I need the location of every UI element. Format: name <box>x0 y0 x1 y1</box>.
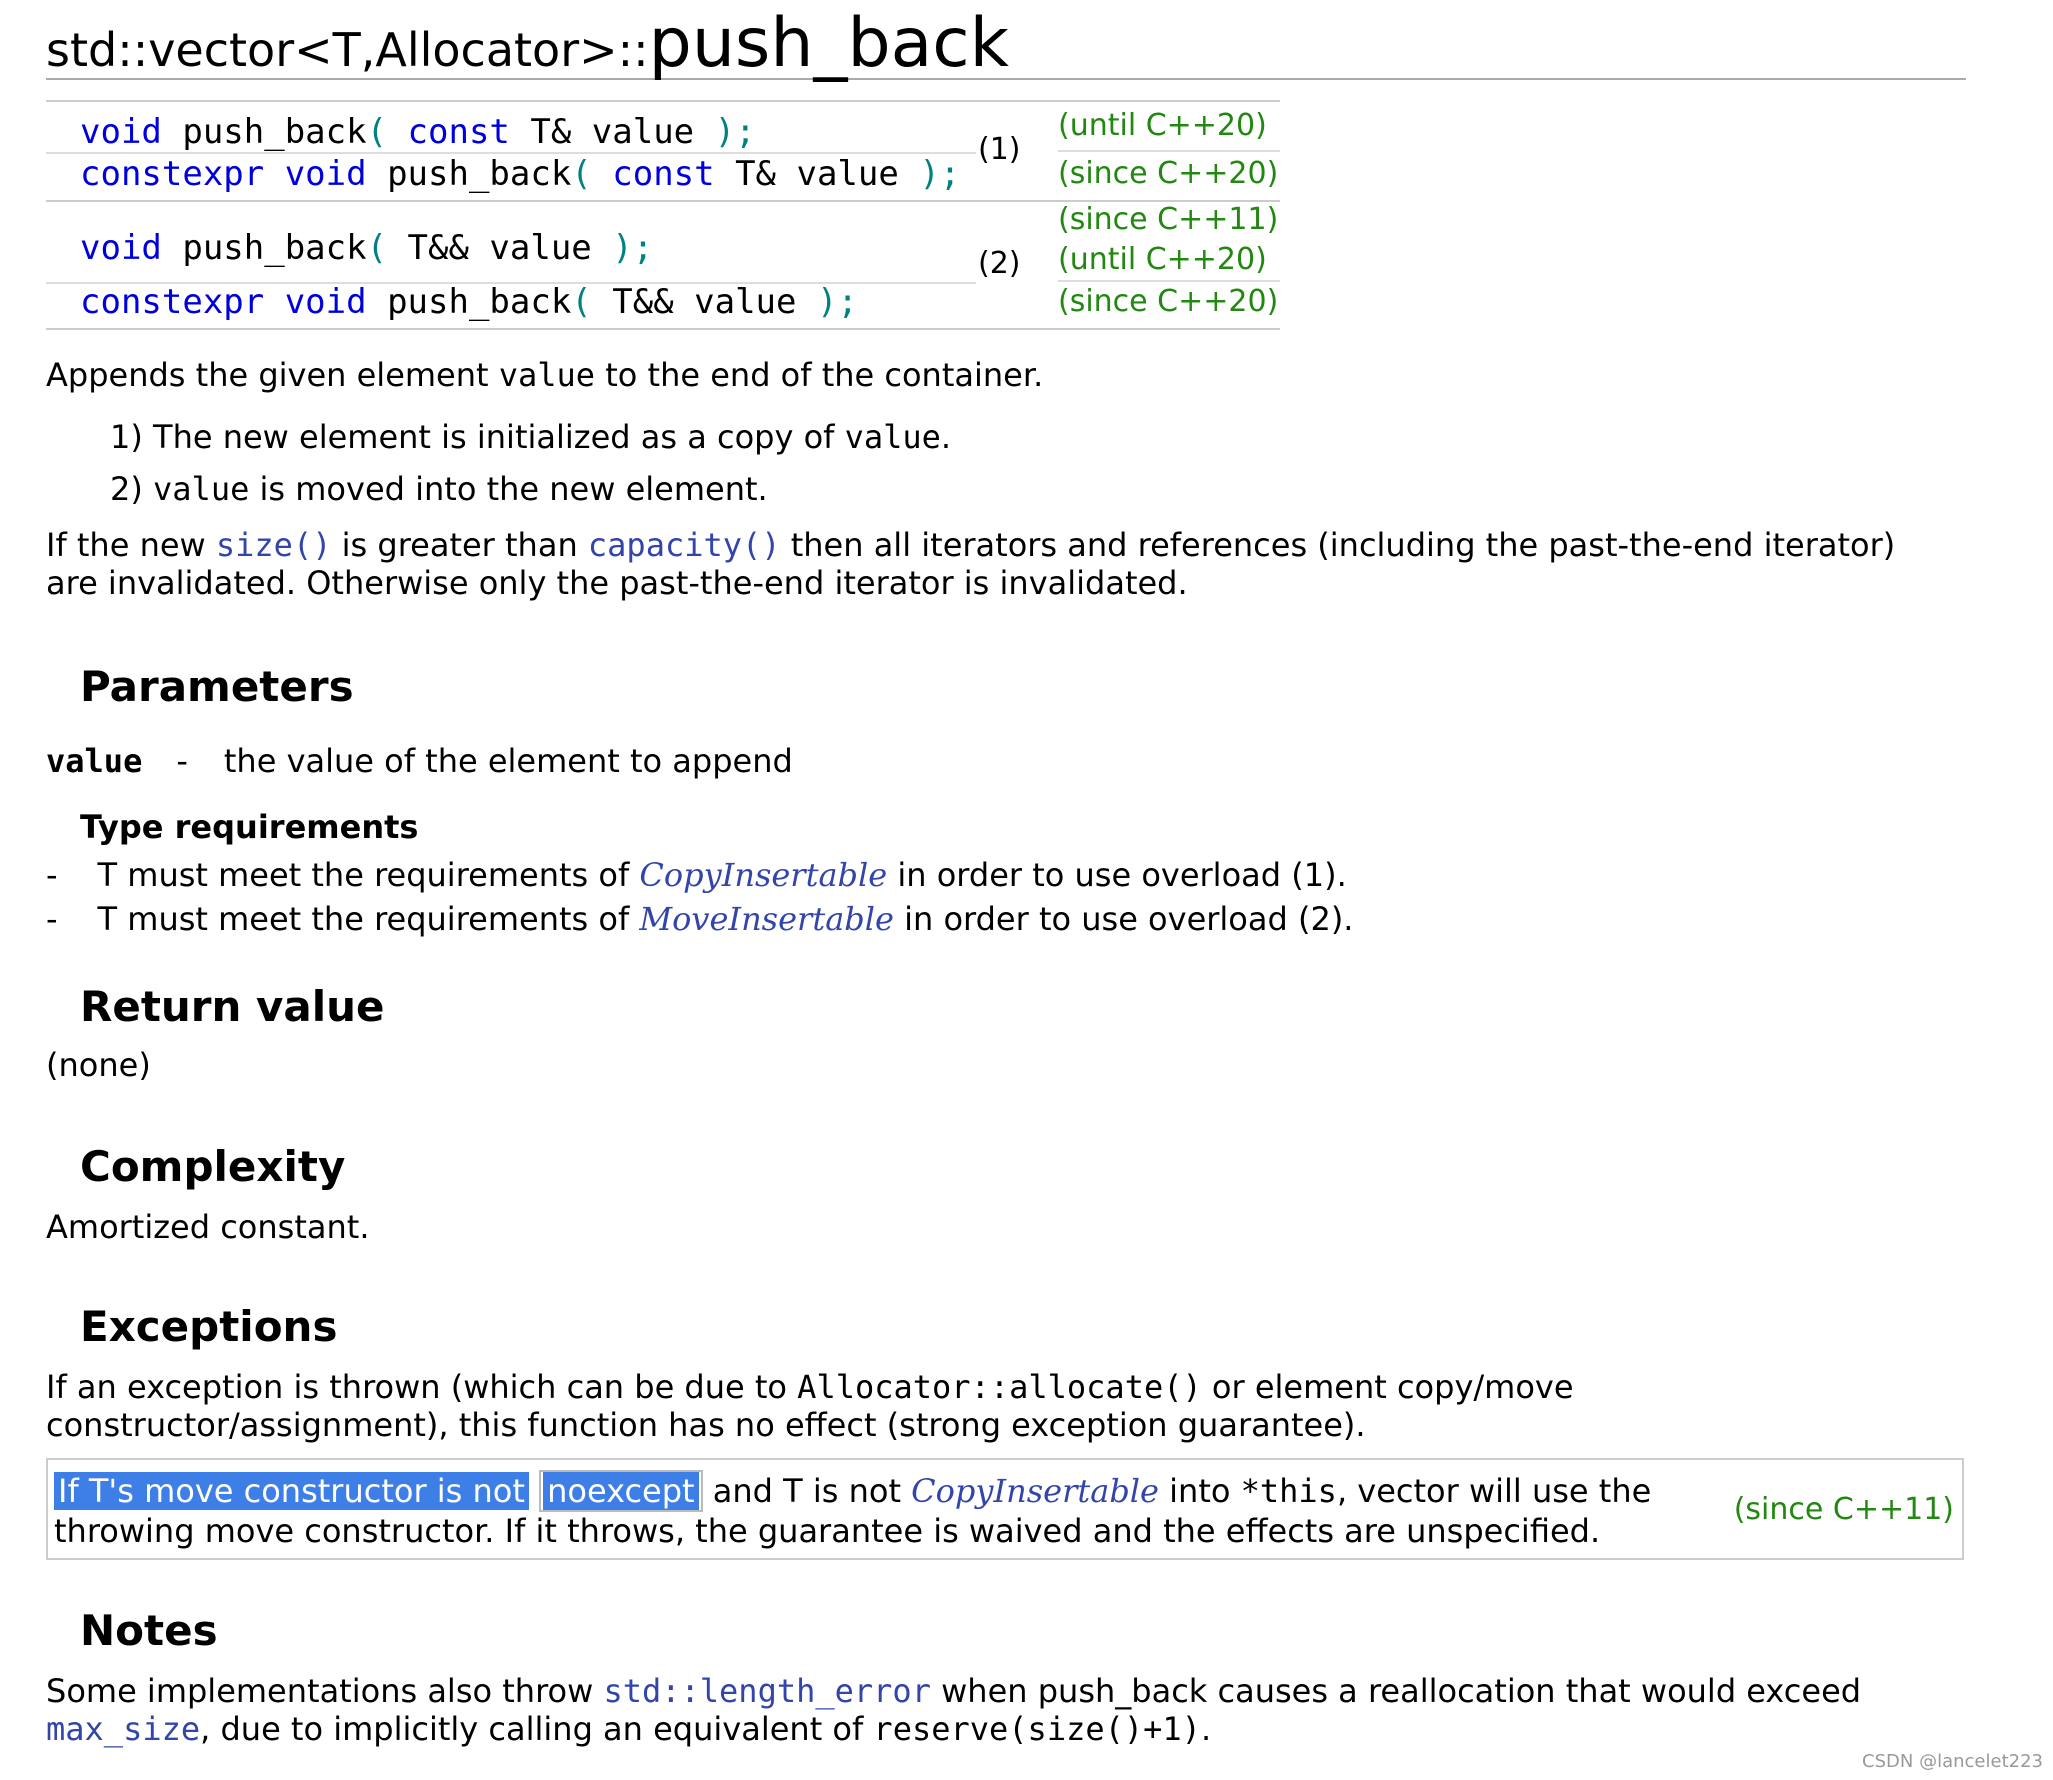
capacity-link[interactable]: capacity() <box>587 526 781 564</box>
max-size-link[interactable]: max_size <box>46 1710 201 1748</box>
overload-number-1: (1) <box>978 132 1021 167</box>
type-requirement-1: - T must meet the requirements of CopyInsertable in order to use overload (1). <box>46 856 1347 894</box>
selected-text: If T's move constructor is not <box>54 1472 529 1510</box>
title-name: push_back <box>648 4 1010 83</box>
copy-insertable-link[interactable]: CopyInsertable <box>639 856 888 894</box>
title-prefix: std::vector<T,Allocator>:: <box>46 23 649 77</box>
declaration-table: void push_back( const T& value ); (until C++20) (1) constexpr void push_back( const T& value ); (since C++20) void push_back( T&& value ); (since C++11) (until C++20) (2) constexpr void push_back( T&& value ); (since C++20) <box>46 100 1280 102</box>
copy-insertable-link-2[interactable]: CopyInsertable <box>911 1472 1159 1510</box>
parameters-heading: Parameters <box>80 662 354 711</box>
version-badge: (since C++11) <box>1058 202 1279 237</box>
move-insertable-link[interactable]: MoveInsertable <box>639 900 894 938</box>
version-badge: (since C++11) <box>1733 1492 1954 1527</box>
notes-line-1: Some implementations also throw std::length_error when push_back causes a reallocation that would exceed <box>46 1672 1862 1710</box>
return-value-text: (none) <box>46 1046 151 1084</box>
version-badge: (since C++20) <box>1058 284 1279 319</box>
exceptions-heading: Exceptions <box>80 1302 338 1351</box>
return-value-heading: Return value <box>80 982 385 1031</box>
parameter-row: value - the value of the element to append <box>46 742 793 780</box>
complexity-heading: Complexity <box>80 1142 346 1191</box>
parameter-name: value <box>46 742 143 780</box>
overload-number-2: (2) <box>978 246 1021 281</box>
description-item-1: 1) The new element is initialized as a copy of value. <box>110 418 952 456</box>
version-badge: (since C++20) <box>1058 156 1279 191</box>
since-box-line-2: throwing move constructor. If it throws, the guarantee is waived and the effects are unspecified. <box>54 1512 1601 1550</box>
exceptions-line-1: If an exception is thrown (which can be due to Allocator::allocate() or element copy/move <box>46 1368 1574 1406</box>
invalidation-note-line-2: are invalidated. Otherwise only the past-the-end iterator is invalidated. <box>46 564 1188 602</box>
size-link[interactable]: size() <box>215 526 332 564</box>
exceptions-line-2: constructor/assignment), this function has no effect (strong exception guarantee). <box>46 1406 1366 1444</box>
complexity-text: Amortized constant. <box>46 1208 370 1246</box>
version-badge: (until C++20) <box>1058 108 1267 143</box>
invalidation-note: If the new size() is greater than capacity() then all iterators and references (including the past-the-end iterator) <box>46 526 1896 564</box>
description-item-2: 2) value is moved into the new element. <box>110 470 768 508</box>
length-error-link[interactable]: std::length_error <box>603 1672 931 1710</box>
watermark: CSDN @lancelet223 <box>1862 1751 2043 1772</box>
parameter-description: the value of the element to append <box>223 742 793 780</box>
type-requirement-2: - T must meet the requirements of MoveInsertable in order to use overload (2). <box>46 900 1354 938</box>
type-requirements-heading: Type requirements <box>80 808 419 846</box>
notes-line-2: max_size, due to implicitly calling an equivalent of reserve(size()+1). <box>46 1710 1212 1748</box>
description-intro: Appends the given element value to the end of the container. <box>46 356 1044 394</box>
notes-heading: Notes <box>80 1606 218 1655</box>
page-title <box>46 4 1966 83</box>
since-cpp11-box <box>46 1458 1964 1560</box>
noexcept-link[interactable]: noexcept <box>543 1472 699 1510</box>
version-badge: (until C++20) <box>1058 242 1267 277</box>
since-box-line-1: If T's move constructor is not noexcept and T is not CopyInsertable into *this, vector will use the <box>54 1472 1651 1510</box>
